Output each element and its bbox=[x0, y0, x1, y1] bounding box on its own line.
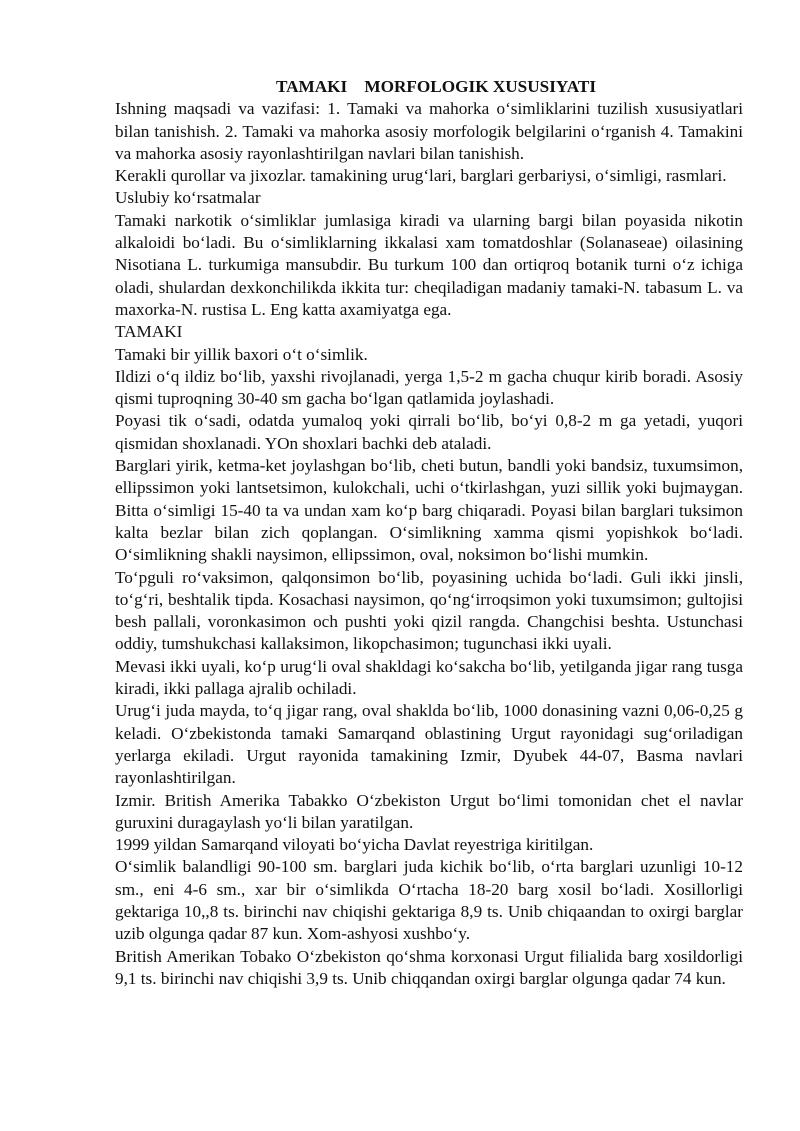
document-body bbox=[115, 98, 743, 990]
paragraph: Ildizi o‘q ildiz bo‘lib, yaxshi rivojlanadi, yerga 1,5-2 m gacha chuqur kirib boradi. Asosiy qismi tuproqning 30-40 sm gacha bo‘lgan qatlamida joylashadi. bbox=[115, 366, 743, 409]
paragraph: 1999 yildan Samarqand viloyati bo‘yicha Davlat reyestriga kiritilgan. bbox=[115, 835, 594, 855]
document-page bbox=[115, 76, 743, 990]
paragraph: TAMAKI bbox=[115, 322, 183, 342]
paragraph: Tamaki narkotik o‘simliklar jumlasiga kiradi va ularning bargi bilan poyasida nikotin alkaloidi bo‘ladi. Bu o‘simliklarning ikkalasi xam tomatdoshlar (Solanaseae) oilasining Nisotiana L. turkumiga mansubdir. Bu turkum 100 dan ortiqroq botanik turni o‘z ichiga oladi, shulardan dexkonchilikda ikkita tur: cheqiladigan madaniy tamaki-N. tabasum L. va maxorka-N. rustisa L. Eng katta axamiyatga ega. bbox=[115, 210, 743, 319]
paragraph: British Amerikan Tobako O‘zbekiston qo‘shma korxonasi Urgut filialida barg xosildorligi 9,1 ts. birinchi nav chiqishi 3,9 ts. Unib chiqqandan oxirgi barglar olgunga qadar 74 kun. bbox=[115, 946, 743, 988]
paragraph: Kerakli qurollar va jixozlar. tamakining urug‘lari, barglari gerbariysi, o‘simligi, rasmlari. bbox=[115, 166, 727, 186]
paragraph: Izmir. British Amerika Tabakko O‘zbekiston Urgut bo‘limi tomonidan chet el navlar guruxini duragaylash yo‘li bilan yaratilgan. bbox=[115, 790, 743, 832]
document-title: TAMAKI MORFOLOGIK XUSUSIYATI bbox=[275, 77, 597, 96]
paragraph: Uslubiy ko‘rsatmalar bbox=[115, 188, 261, 208]
paragraph: Ishning maqsadi va vazifasi: 1. Tamaki va mahorka o‘simliklarini tuzilish xususiyatlari bilan tanishish. 2. Tamaki va mahorka asosiy morfologik belgilarini o‘rganish 4. Tamakini va mahorka asosiy rayonlashtirilgan navlari bilan tanishish. bbox=[115, 99, 743, 163]
paragraph: Barglari yirik, ketma-ket joylashgan bo‘lib, cheti butun, bandli yoki bandsiz, tuxumsimon, ellipssimon yoki lantsetsimon, kulokchali, uchi o‘tkirlashgan, yuzi sillik yoki bujmaygan. Bitta o‘simligi 15-40 ta va undan xam ko‘p barg chiqaradi. Poyasi bilan barglari tuksimon kalta bezlar bilan zich qoplangan. O‘simlikning xamma qismi yopishkok bo‘ladi. O‘simlikning shakli naysimon, ellipssimon, oval, noksimon bo‘lishi mumkin. bbox=[115, 456, 743, 565]
paragraph: Urug‘i juda mayda, to‘q jigar rang, oval shaklda bo‘lib, 1000 donasining vazni 0,06-0,25 g keladi. O‘zbekistonda tamaki Samarqand oblastining Urgut rayonidagi sug‘oriladigan yerlarga ekiladi. Urgut rayonida tamakining Izmir, Dyubek 44-07, Basma navlari rayonlashtirilgan. bbox=[115, 701, 743, 788]
paragraph: Tamaki bir yillik baxori o‘t o‘simlik. bbox=[115, 344, 368, 364]
paragraph: To‘pguli ro‘vaksimon, qalqonsimon bo‘lib, poyasining uchida bo‘ladi. Guli ikki jinsli, to‘g‘ri, beshtalik tipda. Kosachasi naysimon, qo‘ng‘irroqsimon yoki tuxumsimon; gultojisi besh pallali, voronkasimon och pushti yoki qizil rangda. Changchisi beshta. Ustunchasi oddiy, tumshukchasi kallaksimon, likopchasimon; tugunchasi ikki uyali. bbox=[115, 567, 743, 654]
paragraph: Poyasi tik o‘sadi, odatda yumaloq yoki qirrali bo‘lib, bo‘yi 0,8-2 m ga yetadi, yuqori qismidan shoxlanadi. YOn shoxlari bachki deb ataladi. bbox=[115, 411, 743, 453]
paragraph: Mevasi ikki uyali, ko‘p urug‘li oval shakldagi ko‘sakcha bo‘lib, yetilganda jigar rang tusga kiradi, ikki pallaga ajralib ochiladi. bbox=[115, 656, 743, 699]
paragraph: O‘simlik balandligi 90-100 sm. barglari juda kichik bo‘lib, o‘rta barglari uzunligi 10-12 sm., eni 4-6 sm., xar bir o‘simlikda O‘rtacha 18-20 barg xosil bo‘ladi. Xosillorligi gektariga 10,,8 ts. birinchi nav chiqishi gektariga 8,9 ts. Unib chiqaandan to oxirgi barglar uzib olgunga qadar 87 kun. Xom-ashyosi xushbo‘y. bbox=[115, 857, 743, 944]
